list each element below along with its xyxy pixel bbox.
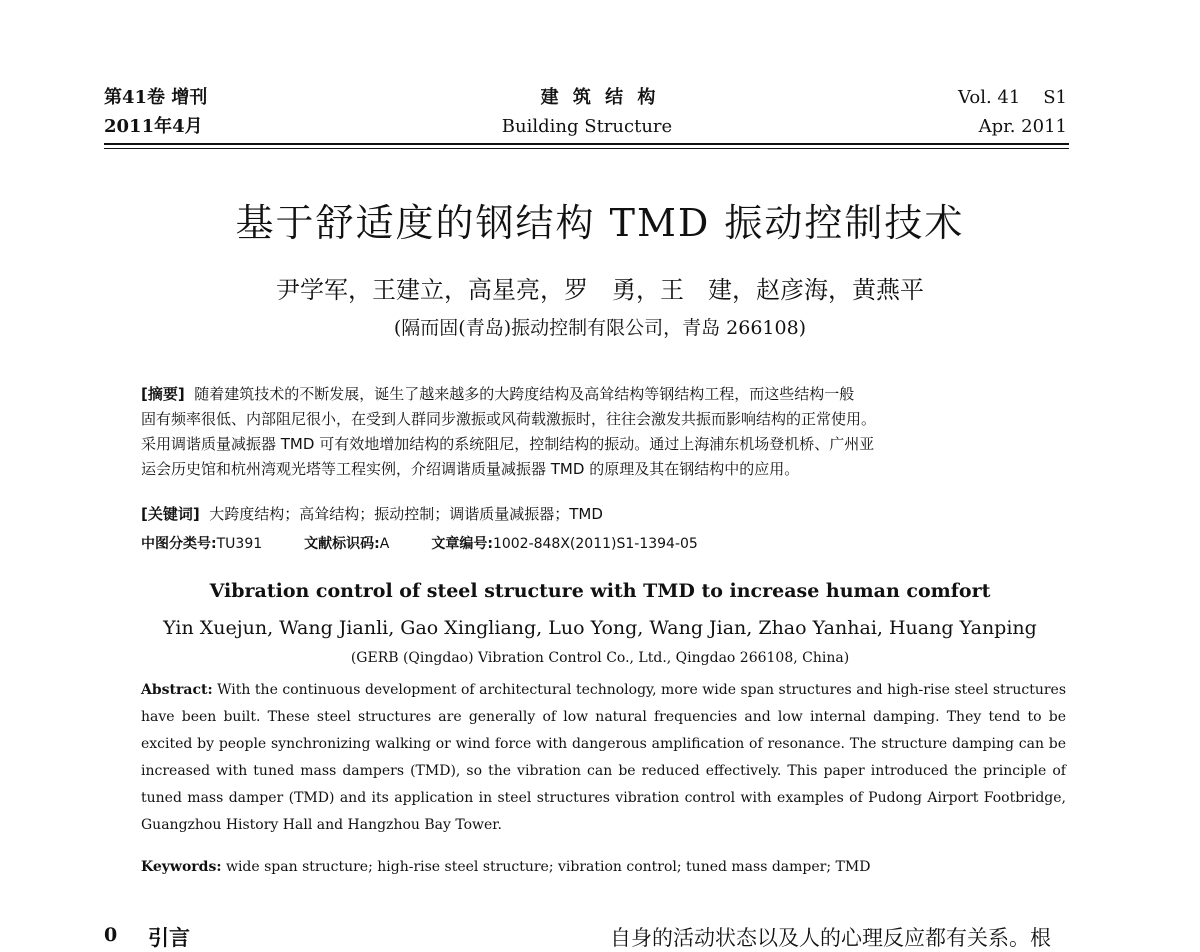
keywords-en — [141, 859, 870, 875]
journal-volume-en: Vol. 41 S1 — [958, 87, 1067, 108]
abstract-cn-line: 固有频率很低、内部阻尼很小，在受到人群同步激振或风荷载激振时，往往会激发共振而影响结构的正常使用。 — [141, 410, 877, 428]
journal-name-cn: 建 筑 结 构 — [540, 87, 660, 108]
authors-cn: 尹学军，王建立，高星亮，罗 勇，王 建，赵彦海，黄燕平 — [276, 276, 924, 304]
article-no-label: 文章编号: — [431, 536, 493, 552]
authors-en: Yin Xuejun, Wang Jianli, Gao Xingliang, Luo Yong, Wang Jian, Zhao Yanhai, Huang Yanping — [163, 617, 1037, 639]
journal-name-en: Building Structure — [501, 116, 673, 137]
affiliation-cn: (隔而固(青岛)振动控制有限公司，青岛 266108) — [393, 317, 807, 339]
classification-line — [141, 533, 698, 553]
clc-value: TU391 — [216, 536, 263, 552]
article-no-value: 1002-848X(2011)S1-1394-05 — [492, 536, 698, 552]
header-rule-thin — [104, 148, 1069, 149]
clc-label: 中图分类号: — [141, 536, 217, 552]
abstract-cn-line: 运会历史馆和杭州湾观光塔等工程实例，介绍调谐质量减振器 TMD 的原理及其在钢结构中的应用。 — [141, 460, 800, 478]
body-text-line: 自身的活动状态以及人的心理反应都有关系。根 — [610, 926, 1051, 950]
affiliation-en: (GERB (Qingdao) Vibration Control Co., Ltd., Qingdao 266108, China) — [350, 650, 850, 666]
keywords-en-label: Keywords: — [141, 859, 222, 875]
keywords-cn-text: 大跨度结构；高耸结构；振动控制；调谐质量减振器；TMD — [209, 505, 603, 523]
journal-date-cn: 2011年4月 — [104, 116, 203, 137]
abstract-en — [141, 677, 1066, 839]
header-rule-thick — [104, 143, 1069, 145]
keywords-en-text: wide span structure; high-rise steel structure; vibration control; tuned mass damper; TMD — [225, 859, 871, 875]
abstract-cn — [141, 382, 1063, 482]
paper-title-en: Vibration control of steel structure with TMD to increase human comfort — [209, 580, 991, 602]
abstract-en-text: With the continuous development of architectural technology, more wide span structures and high-rise steel structures have been built. These steel structures are generally of low natural frequencies and low internal damping. They tend to be excited by people synchronizing walking or wind force with dangerous amplification of resonance. The structure damping can be increased with tuned mass dampers (TMD), so the vibration can be reduced effectively. This paper introduced the principle of tuned mass damper (TMD) and its application in steel structures vibration control with examples of Pudong Airport Footbridge, Guangzhou History Hall and Hangzhou Bay Tower. — [141, 682, 1066, 833]
section-number: 0 — [104, 924, 118, 946]
abstract-en-label: Abstract: — [141, 682, 213, 698]
section-title: 引言 — [148, 926, 190, 950]
abstract-cn-line: [摘要] 随着建筑技术的不断发展，诞生了越来越多的大跨度结构及高耸结构等钢结构工程，而这些结构一般 — [141, 385, 855, 403]
doc-code-label: 文献标识码: — [304, 536, 380, 552]
doc-code-value: A — [379, 536, 390, 552]
abstract-cn-line: 采用调谐质量减振器 TMD 可有效地增加结构的系统阻尼，控制结构的振动。通过上海浦东机场登机桥、广州亚 — [141, 435, 875, 453]
abstract-cn-label: [摘要] — [141, 385, 185, 403]
keywords-cn-label: [关键词] — [141, 505, 200, 523]
journal-date-en: Apr. 2011 — [978, 116, 1067, 137]
paper-title-cn: 基于舒适度的钢结构 TMD 振动控制技术 — [235, 201, 965, 245]
journal-volume-cn: 第41卷 增刊 — [104, 87, 208, 108]
keywords-cn — [141, 503, 603, 524]
